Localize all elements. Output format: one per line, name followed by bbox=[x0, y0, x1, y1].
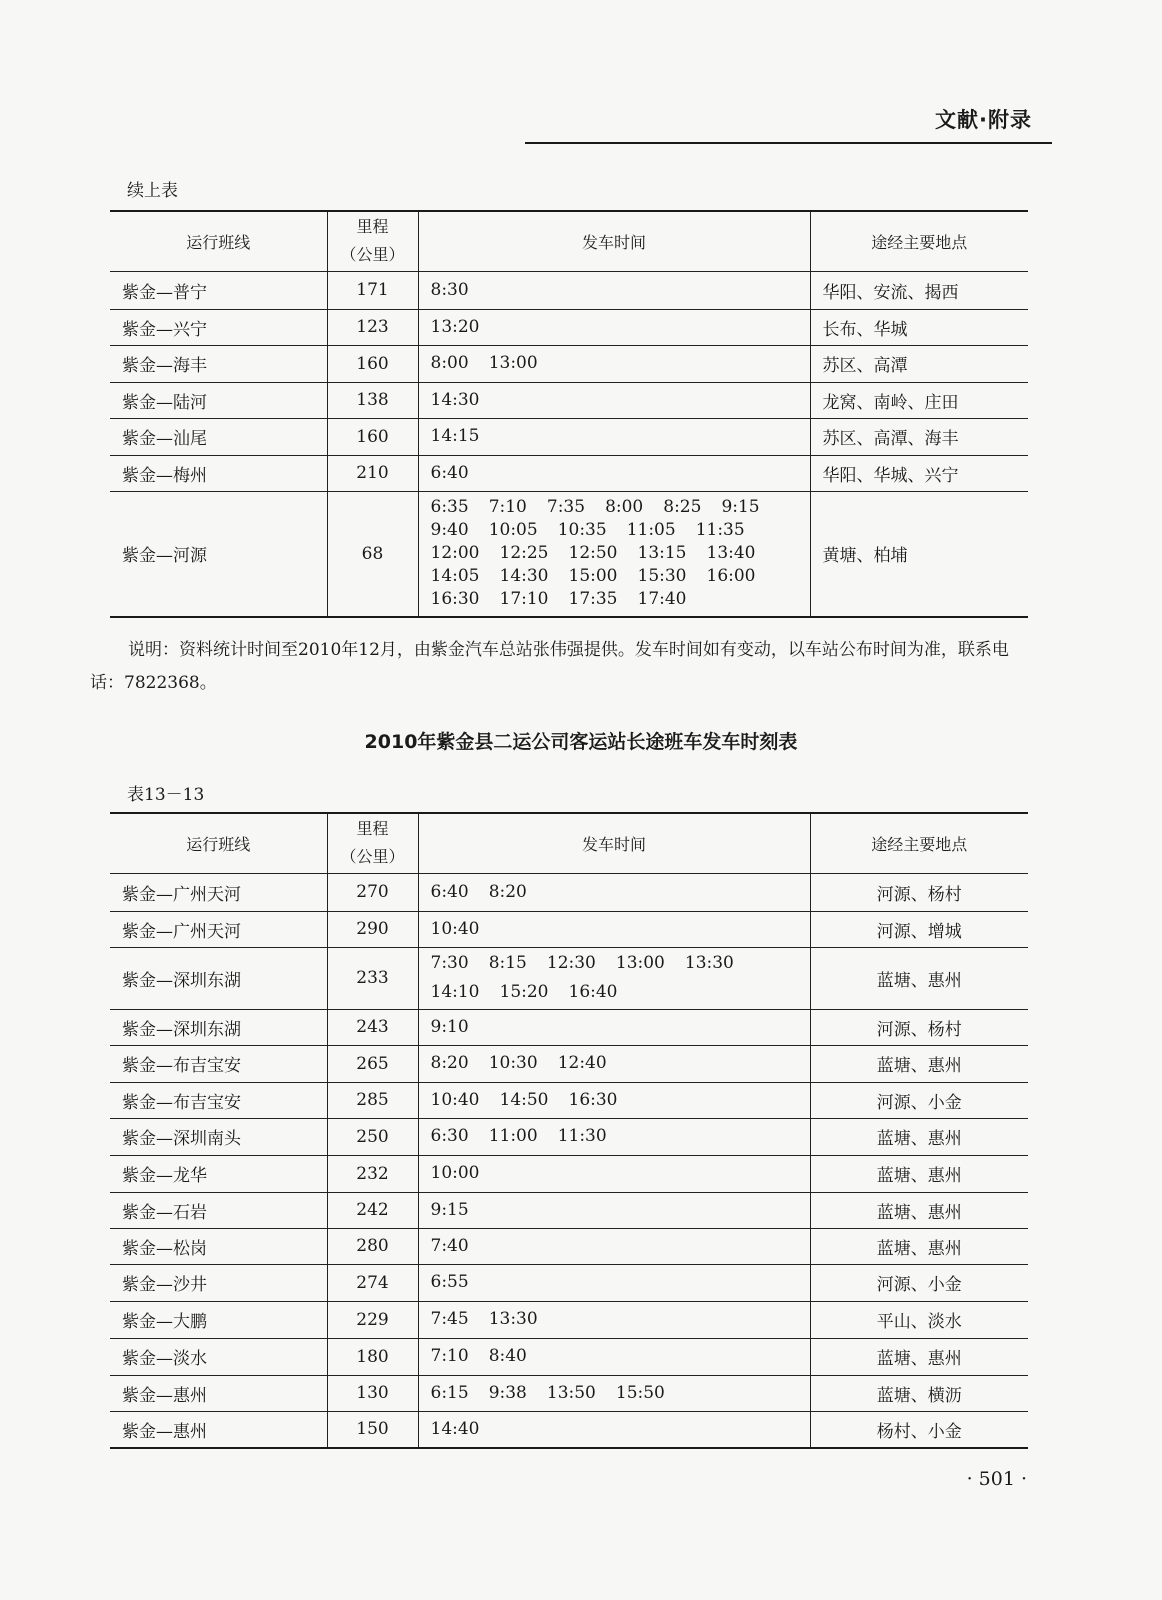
departure-time: 13:40 bbox=[706, 543, 756, 564]
departure-times-cell bbox=[418, 873, 810, 911]
departure-time: 8:00 bbox=[430, 353, 469, 373]
departure-time: 14:05 bbox=[430, 566, 480, 587]
via-places-cell: 蓝塘、惠州 bbox=[810, 1228, 1028, 1264]
departure-times-cell bbox=[418, 1264, 810, 1301]
running-header: 文献·附录 bbox=[935, 108, 1032, 132]
route-cell: 紫金—海丰 bbox=[110, 345, 327, 382]
via-places-cell: 华阳、华城、兴宁 bbox=[810, 455, 1028, 491]
departure-time: 13:15 bbox=[637, 543, 687, 564]
table-row bbox=[110, 345, 1028, 382]
via-places-cell: 苏区、高潭、海丰 bbox=[810, 418, 1028, 455]
departure-times-cell bbox=[418, 309, 810, 345]
mileage-cell: 265 bbox=[327, 1045, 418, 1082]
page-number: · 501 · bbox=[966, 1468, 1027, 1490]
departure-times-cell bbox=[418, 345, 810, 382]
via-places-cell: 蓝塘、惠州 bbox=[810, 1045, 1028, 1082]
col-via-header: 途经主要地点 bbox=[810, 211, 1028, 271]
table-row bbox=[110, 1118, 1028, 1155]
departure-time: 9:15 bbox=[721, 497, 760, 518]
table-row bbox=[110, 1045, 1028, 1082]
departure-times-cell bbox=[418, 418, 810, 455]
col-route-header: 运行班线 bbox=[110, 211, 327, 271]
departure-time: 12:40 bbox=[557, 1053, 607, 1073]
mileage-cell: 232 bbox=[327, 1155, 418, 1192]
mileage-cell: 180 bbox=[327, 1338, 418, 1375]
departure-times-cell bbox=[418, 947, 810, 1009]
via-places-cell: 长布、华城 bbox=[810, 309, 1028, 345]
departure-times-cell bbox=[418, 271, 810, 309]
col-times-header: 发车时间 bbox=[418, 211, 810, 271]
mileage-cell: 123 bbox=[327, 309, 418, 345]
departure-time: 8:20 bbox=[488, 881, 527, 902]
table-row bbox=[110, 271, 1028, 309]
route-cell: 紫金—淡水 bbox=[110, 1338, 327, 1375]
table-row bbox=[110, 418, 1028, 455]
departure-time: 11:30 bbox=[557, 1126, 607, 1146]
departure-time: 14:30 bbox=[499, 566, 549, 587]
continued-schedule-table bbox=[110, 210, 1028, 618]
long-distance-schedule-table bbox=[110, 812, 1028, 1449]
departure-time: 8:30 bbox=[430, 279, 469, 300]
mileage-cell: 171 bbox=[327, 271, 418, 309]
departure-times-cell bbox=[418, 1009, 810, 1045]
via-places-cell: 蓝塘、惠州 bbox=[810, 947, 1028, 1009]
route-cell: 紫金—石岩 bbox=[110, 1192, 327, 1228]
col-via-header: 途经主要地点 bbox=[810, 813, 1028, 873]
departure-time: 12:50 bbox=[568, 543, 618, 564]
departure-time: 6:30 bbox=[430, 1126, 469, 1146]
route-cell: 紫金—松岗 bbox=[110, 1228, 327, 1264]
table-row bbox=[110, 947, 1028, 1009]
table-row bbox=[110, 1009, 1028, 1045]
mileage-label: 里程 bbox=[356, 819, 389, 839]
departure-time: 7:45 bbox=[430, 1309, 469, 1329]
mileage-unit: （公里） bbox=[340, 245, 405, 265]
departure-time: 17:35 bbox=[568, 589, 618, 610]
departure-time: 16:40 bbox=[568, 982, 618, 1002]
departure-time: 17:10 bbox=[499, 589, 549, 610]
table-row bbox=[110, 1375, 1028, 1411]
table-row bbox=[110, 1192, 1028, 1228]
via-places-cell: 河源、杨村 bbox=[810, 873, 1028, 911]
mileage-cell: 130 bbox=[327, 1375, 418, 1411]
route-cell: 紫金—兴宁 bbox=[110, 309, 327, 345]
departure-time: 6:40 bbox=[430, 881, 469, 902]
table-row bbox=[110, 1155, 1028, 1192]
via-places-cell: 河源、杨村 bbox=[810, 1009, 1028, 1045]
departure-time: 15:50 bbox=[615, 1382, 665, 1403]
mileage-unit: （公里） bbox=[340, 847, 405, 867]
via-places-cell: 蓝塘、横沥 bbox=[810, 1375, 1028, 1411]
departure-time: 13:30 bbox=[684, 953, 734, 973]
departure-time: 7:35 bbox=[546, 497, 586, 518]
departure-time: 13:00 bbox=[615, 953, 665, 973]
mileage-cell: 285 bbox=[327, 1082, 418, 1118]
mileage-cell: 290 bbox=[327, 911, 418, 947]
route-cell: 紫金—深圳东湖 bbox=[110, 1009, 327, 1045]
departure-time: 11:35 bbox=[695, 520, 745, 541]
header-rule bbox=[525, 142, 1052, 144]
departure-times-cell bbox=[418, 1192, 810, 1228]
mileage-cell: 280 bbox=[327, 1228, 418, 1264]
via-places-cell: 黄塘、柏埔 bbox=[810, 491, 1028, 617]
departure-time: 14:10 bbox=[430, 982, 480, 1002]
via-places-cell: 杨村、小金 bbox=[810, 1411, 1028, 1448]
col-mileage-header bbox=[327, 813, 418, 873]
route-cell: 紫金—深圳南头 bbox=[110, 1118, 327, 1155]
departure-time: 14:15 bbox=[430, 426, 480, 446]
departure-time: 7:10 bbox=[488, 497, 527, 518]
departure-time: 8:00 bbox=[605, 497, 644, 518]
departure-time: 12:30 bbox=[546, 953, 596, 973]
departure-time: 15:00 bbox=[568, 566, 618, 587]
departure-time: 6:55 bbox=[430, 1272, 469, 1292]
departure-time: 10:30 bbox=[488, 1053, 538, 1073]
departure-time: 7:10 bbox=[430, 1346, 469, 1366]
via-places-cell: 蓝塘、惠州 bbox=[810, 1118, 1028, 1155]
route-cell: 紫金—布吉宝安 bbox=[110, 1045, 327, 1082]
departure-time: 10:40 bbox=[430, 1089, 480, 1110]
table2-body bbox=[110, 873, 1028, 1448]
route-cell: 紫金—广州天河 bbox=[110, 873, 327, 911]
via-places-cell: 蓝塘、惠州 bbox=[810, 1155, 1028, 1192]
section-title: 2010年紫金县二运公司客运站长途班车发车时刻表 bbox=[364, 731, 798, 753]
departure-times-cell bbox=[418, 1082, 810, 1118]
departure-time: 11:00 bbox=[488, 1126, 538, 1146]
table-row bbox=[110, 382, 1028, 418]
mileage-cell: 150 bbox=[327, 1411, 418, 1448]
departure-time: 13:20 bbox=[430, 316, 480, 337]
table1-caption: 续上表 bbox=[127, 181, 178, 201]
via-places-cell: 平山、淡水 bbox=[810, 1301, 1028, 1338]
route-cell: 紫金—陆河 bbox=[110, 382, 327, 418]
departure-times-cell bbox=[418, 1228, 810, 1264]
departure-time: 14:40 bbox=[430, 1418, 480, 1439]
departure-time: 10:00 bbox=[430, 1163, 480, 1183]
table-row bbox=[110, 1082, 1028, 1118]
departure-time: 8:15 bbox=[488, 953, 527, 973]
route-cell: 紫金—汕尾 bbox=[110, 418, 327, 455]
departure-time: 12:00 bbox=[430, 543, 480, 564]
table2-caption: 表13－13 bbox=[127, 785, 205, 805]
table-row bbox=[110, 491, 1028, 617]
route-cell: 紫金—大鹏 bbox=[110, 1301, 327, 1338]
col-mileage-header bbox=[327, 211, 418, 271]
departure-time: 13:50 bbox=[546, 1382, 596, 1403]
via-places-cell: 华阳、安流、揭西 bbox=[810, 271, 1028, 309]
via-places-cell: 蓝塘、惠州 bbox=[810, 1192, 1028, 1228]
table-row bbox=[110, 455, 1028, 491]
departure-time: 9:10 bbox=[430, 1016, 469, 1037]
route-cell: 紫金—沙井 bbox=[110, 1264, 327, 1301]
departure-time: 16:30 bbox=[568, 1089, 618, 1110]
departure-time: 10:05 bbox=[488, 520, 538, 541]
departure-times-cell bbox=[418, 1411, 810, 1448]
via-places-cell: 河源、增城 bbox=[810, 911, 1028, 947]
departure-time: 16:00 bbox=[706, 566, 756, 587]
table-note: 说明：资料统计时间至2010年12月，由紫金汽车总站张伟强提供。发车时间如有变动，以车站公布时间为准，联系电话：7822368。 bbox=[90, 640, 1009, 693]
departure-time: 9:38 bbox=[488, 1382, 527, 1403]
departure-time: 10:40 bbox=[430, 918, 480, 939]
departure-times-cell bbox=[418, 382, 810, 418]
departure-time: 9:40 bbox=[430, 520, 469, 541]
departure-times-cell bbox=[418, 911, 810, 947]
mileage-cell: 229 bbox=[327, 1301, 418, 1338]
departure-time: 8:25 bbox=[663, 497, 702, 518]
via-places-cell: 龙窝、南岭、庄田 bbox=[810, 382, 1028, 418]
table-row bbox=[110, 911, 1028, 947]
departure-times-cell bbox=[418, 1301, 810, 1338]
departure-times-cell bbox=[418, 1375, 810, 1411]
departure-time: 6:40 bbox=[430, 462, 469, 483]
mileage-cell: 233 bbox=[327, 947, 418, 1009]
departure-times-cell bbox=[418, 455, 810, 491]
departure-times-cell bbox=[418, 1045, 810, 1082]
table-row bbox=[110, 873, 1028, 911]
mileage-cell: 138 bbox=[327, 382, 418, 418]
route-cell: 紫金—深圳东湖 bbox=[110, 947, 327, 1009]
departure-time: 17:40 bbox=[637, 589, 687, 610]
route-cell: 紫金—普宁 bbox=[110, 271, 327, 309]
mileage-cell: 68 bbox=[327, 491, 418, 617]
departure-time: 7:30 bbox=[430, 953, 469, 973]
departure-time: 7:40 bbox=[430, 1235, 469, 1256]
departure-time: 13:00 bbox=[488, 353, 538, 373]
mileage-cell: 270 bbox=[327, 873, 418, 911]
departure-time: 14:50 bbox=[499, 1089, 549, 1110]
mileage-cell: 160 bbox=[327, 345, 418, 382]
mileage-cell: 242 bbox=[327, 1192, 418, 1228]
table-row bbox=[110, 1301, 1028, 1338]
via-places-cell: 河源、小金 bbox=[810, 1082, 1028, 1118]
col-route-header: 运行班线 bbox=[110, 813, 327, 873]
departure-time: 12:25 bbox=[499, 543, 549, 564]
mileage-cell: 210 bbox=[327, 455, 418, 491]
departure-time: 15:30 bbox=[637, 566, 687, 587]
departure-times-cell bbox=[418, 491, 810, 617]
route-cell: 紫金—惠州 bbox=[110, 1375, 327, 1411]
departure-time: 10:35 bbox=[557, 520, 607, 541]
departure-times-cell bbox=[418, 1338, 810, 1375]
mileage-cell: 250 bbox=[327, 1118, 418, 1155]
departure-time: 8:40 bbox=[488, 1346, 527, 1366]
route-cell: 紫金—广州天河 bbox=[110, 911, 327, 947]
departure-time: 13:30 bbox=[488, 1309, 538, 1329]
departure-times-cell bbox=[418, 1155, 810, 1192]
route-cell: 紫金—布吉宝安 bbox=[110, 1082, 327, 1118]
table-row bbox=[110, 1411, 1028, 1448]
departure-time: 8:20 bbox=[430, 1053, 469, 1073]
via-places-cell: 苏区、高潭 bbox=[810, 345, 1028, 382]
col-times-header: 发车时间 bbox=[418, 813, 810, 873]
departure-time: 16:30 bbox=[430, 589, 480, 610]
via-places-cell: 河源、小金 bbox=[810, 1264, 1028, 1301]
table-row bbox=[110, 1228, 1028, 1264]
via-places-cell: 蓝塘、惠州 bbox=[810, 1338, 1028, 1375]
table-row bbox=[110, 309, 1028, 345]
table1-body bbox=[110, 271, 1028, 617]
departure-time: 9:15 bbox=[430, 1199, 469, 1220]
mileage-cell: 160 bbox=[327, 418, 418, 455]
route-cell: 紫金—河源 bbox=[110, 491, 327, 617]
mileage-cell: 274 bbox=[327, 1264, 418, 1301]
departure-time: 6:35 bbox=[430, 497, 469, 518]
mileage-label: 里程 bbox=[356, 217, 389, 237]
route-cell: 紫金—惠州 bbox=[110, 1411, 327, 1448]
departure-time: 14:30 bbox=[430, 389, 480, 410]
departure-time: 15:20 bbox=[499, 982, 549, 1002]
mileage-cell: 243 bbox=[327, 1009, 418, 1045]
table-row bbox=[110, 1338, 1028, 1375]
table-row bbox=[110, 1264, 1028, 1301]
departure-time: 11:05 bbox=[626, 520, 676, 541]
route-cell: 紫金—龙华 bbox=[110, 1155, 327, 1192]
departure-times-cell bbox=[418, 1118, 810, 1155]
departure-time: 6:15 bbox=[430, 1382, 469, 1403]
route-cell: 紫金—梅州 bbox=[110, 455, 327, 491]
